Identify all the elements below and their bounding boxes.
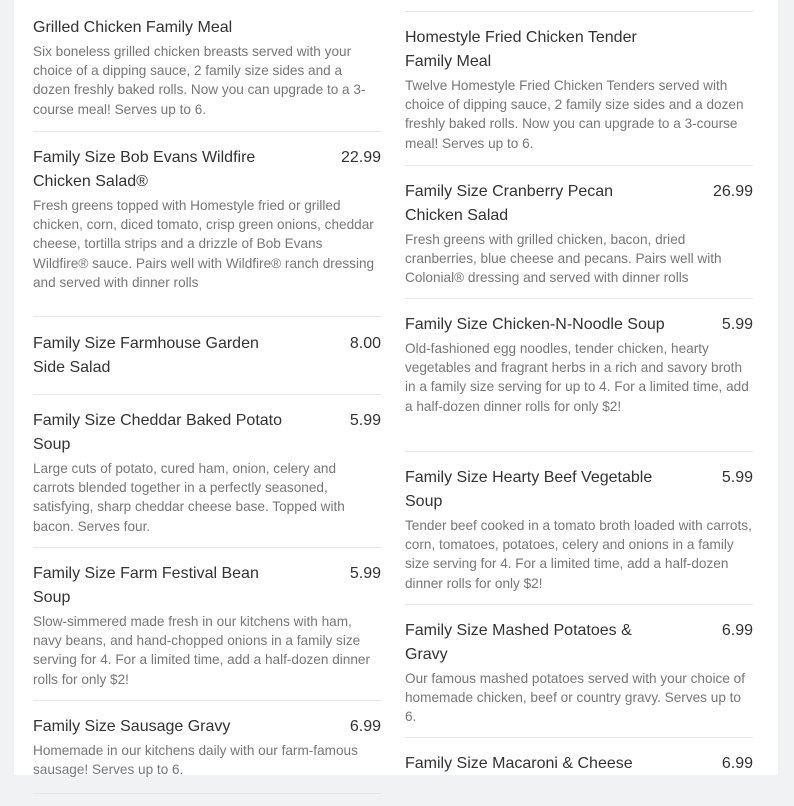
item-description: Homemade in our kitchens daily with our farm-famous sausage! Serves up to 6. bbox=[33, 743, 358, 778]
menu-item[interactable] bbox=[405, 605, 753, 738]
item-description: Fresh greens topped with Homestyle fried or grilled chicken, corn, diced tomato, crisp green onions, cheddar cheese, tortilla strips and a drizzle of Bob Evans Wildfire® sauce. Pairs well with Wildfire® ranch dressing and served with dinner rolls bbox=[33, 198, 375, 290]
item-name: Family Size Mashed Potatoes & Gravy bbox=[405, 622, 632, 663]
item-price: 6.99 bbox=[721, 622, 753, 639]
item-description: Old-fashioned egg noodles, tender chicken, hearty vegetables and fragrant herbs in a rich and savory broth in a family size serving for up to 4. For a limited time, add a half-dozen dinner rolls for only $2! bbox=[405, 341, 749, 414]
item-name: Family Size Cranberry Pecan Chicken Salad bbox=[405, 183, 614, 224]
item-description: Twelve Homestyle Fried Chicken Tenders served with choice of dipping sauce, 2 family size sides and a dozen freshly baked rolls. Now you can upgrade to a 3-course meal! Serves up to 6. bbox=[405, 78, 744, 151]
menu-item[interactable] bbox=[33, 132, 381, 317]
item-price: 8.00 bbox=[349, 335, 381, 352]
item-name: Grilled Chicken Family Meal bbox=[33, 19, 233, 36]
item-description: Our famous mashed potatoes served with your choice of homemade chicken, beef or country gravy. Serves up to 6. bbox=[405, 671, 746, 725]
menu-column-left bbox=[33, 16, 381, 794]
menu-item[interactable] bbox=[33, 16, 381, 132]
item-description: Slow-simmered made fresh in our kitchens with ham, navy beans, and hand-chopped onions in a family size serving for 4. For a limited time, add a half-dozen dinner rolls for only $2! bbox=[33, 614, 370, 687]
item-name: Family Size Farm Festival Bean Soup bbox=[33, 565, 259, 606]
item-price: 6.99 bbox=[349, 718, 381, 735]
menu-item[interactable] bbox=[33, 548, 381, 701]
item-price: 5.99 bbox=[349, 565, 381, 582]
item-price: 5.99 bbox=[721, 316, 753, 333]
item-price: 5.99 bbox=[349, 412, 381, 429]
divider bbox=[405, 11, 753, 12]
item-name: Homestyle Fried Chicken Tender Family Meal bbox=[405, 29, 637, 70]
item-description: Large cuts of potato, cured ham, onion, celery and carrots blended together in a perfectly seasoned, satisfying, sharp cheddar cheese base. Topped with bacon. Serves four. bbox=[33, 461, 345, 534]
item-name: Family Size Chicken-N-Noodle Soup bbox=[405, 316, 665, 333]
item-name: Family Size Farmhouse Garden Side Salad bbox=[33, 335, 259, 376]
item-name: Family Size Hearty Beef Vegetable Soup bbox=[405, 469, 653, 510]
menu-column-right bbox=[405, 26, 753, 806]
menu-item[interactable] bbox=[405, 26, 753, 166]
item-price: 26.99 bbox=[712, 183, 753, 200]
item-name: Family Size Cheddar Baked Potato Soup bbox=[33, 412, 283, 453]
menu-item[interactable] bbox=[33, 317, 381, 395]
menu-item[interactable] bbox=[405, 166, 753, 299]
menu-item[interactable] bbox=[405, 738, 753, 806]
item-description: Six boneless grilled chicken breasts served with your choice of a dipping sauce, 2 family size sides and a dozen freshly baked rolls. Now you can upgrade to a 3-course meal! Serves up to 6. bbox=[33, 44, 366, 117]
item-name: Family Size Sausage Gravy bbox=[33, 718, 231, 735]
menu-item[interactable] bbox=[405, 299, 753, 452]
menu-item[interactable] bbox=[33, 395, 381, 548]
item-price: 22.99 bbox=[340, 149, 381, 166]
item-name: Family Size Bob Evans Wildfire Chicken Salad® bbox=[33, 149, 256, 190]
item-description: Tender beef cooked in a tomato broth loaded with carrots, corn, tomatoes, potatoes, celery and onions in a family size serving for 4. For a limited time, add a half-dozen dinner rolls for only $2! bbox=[405, 518, 752, 591]
item-price: 5.99 bbox=[721, 469, 753, 486]
item-description: Fresh greens with grilled chicken, bacon, dried cranberries, blue cheese and pecans. Pairs well with Colonial® dressing and served with dinner rolls bbox=[405, 232, 722, 286]
item-price: 6.99 bbox=[721, 755, 753, 772]
item-name: Family Size Macaroni & Cheese bbox=[405, 755, 633, 772]
menu-item[interactable] bbox=[405, 452, 753, 605]
menu-item[interactable] bbox=[33, 701, 381, 794]
